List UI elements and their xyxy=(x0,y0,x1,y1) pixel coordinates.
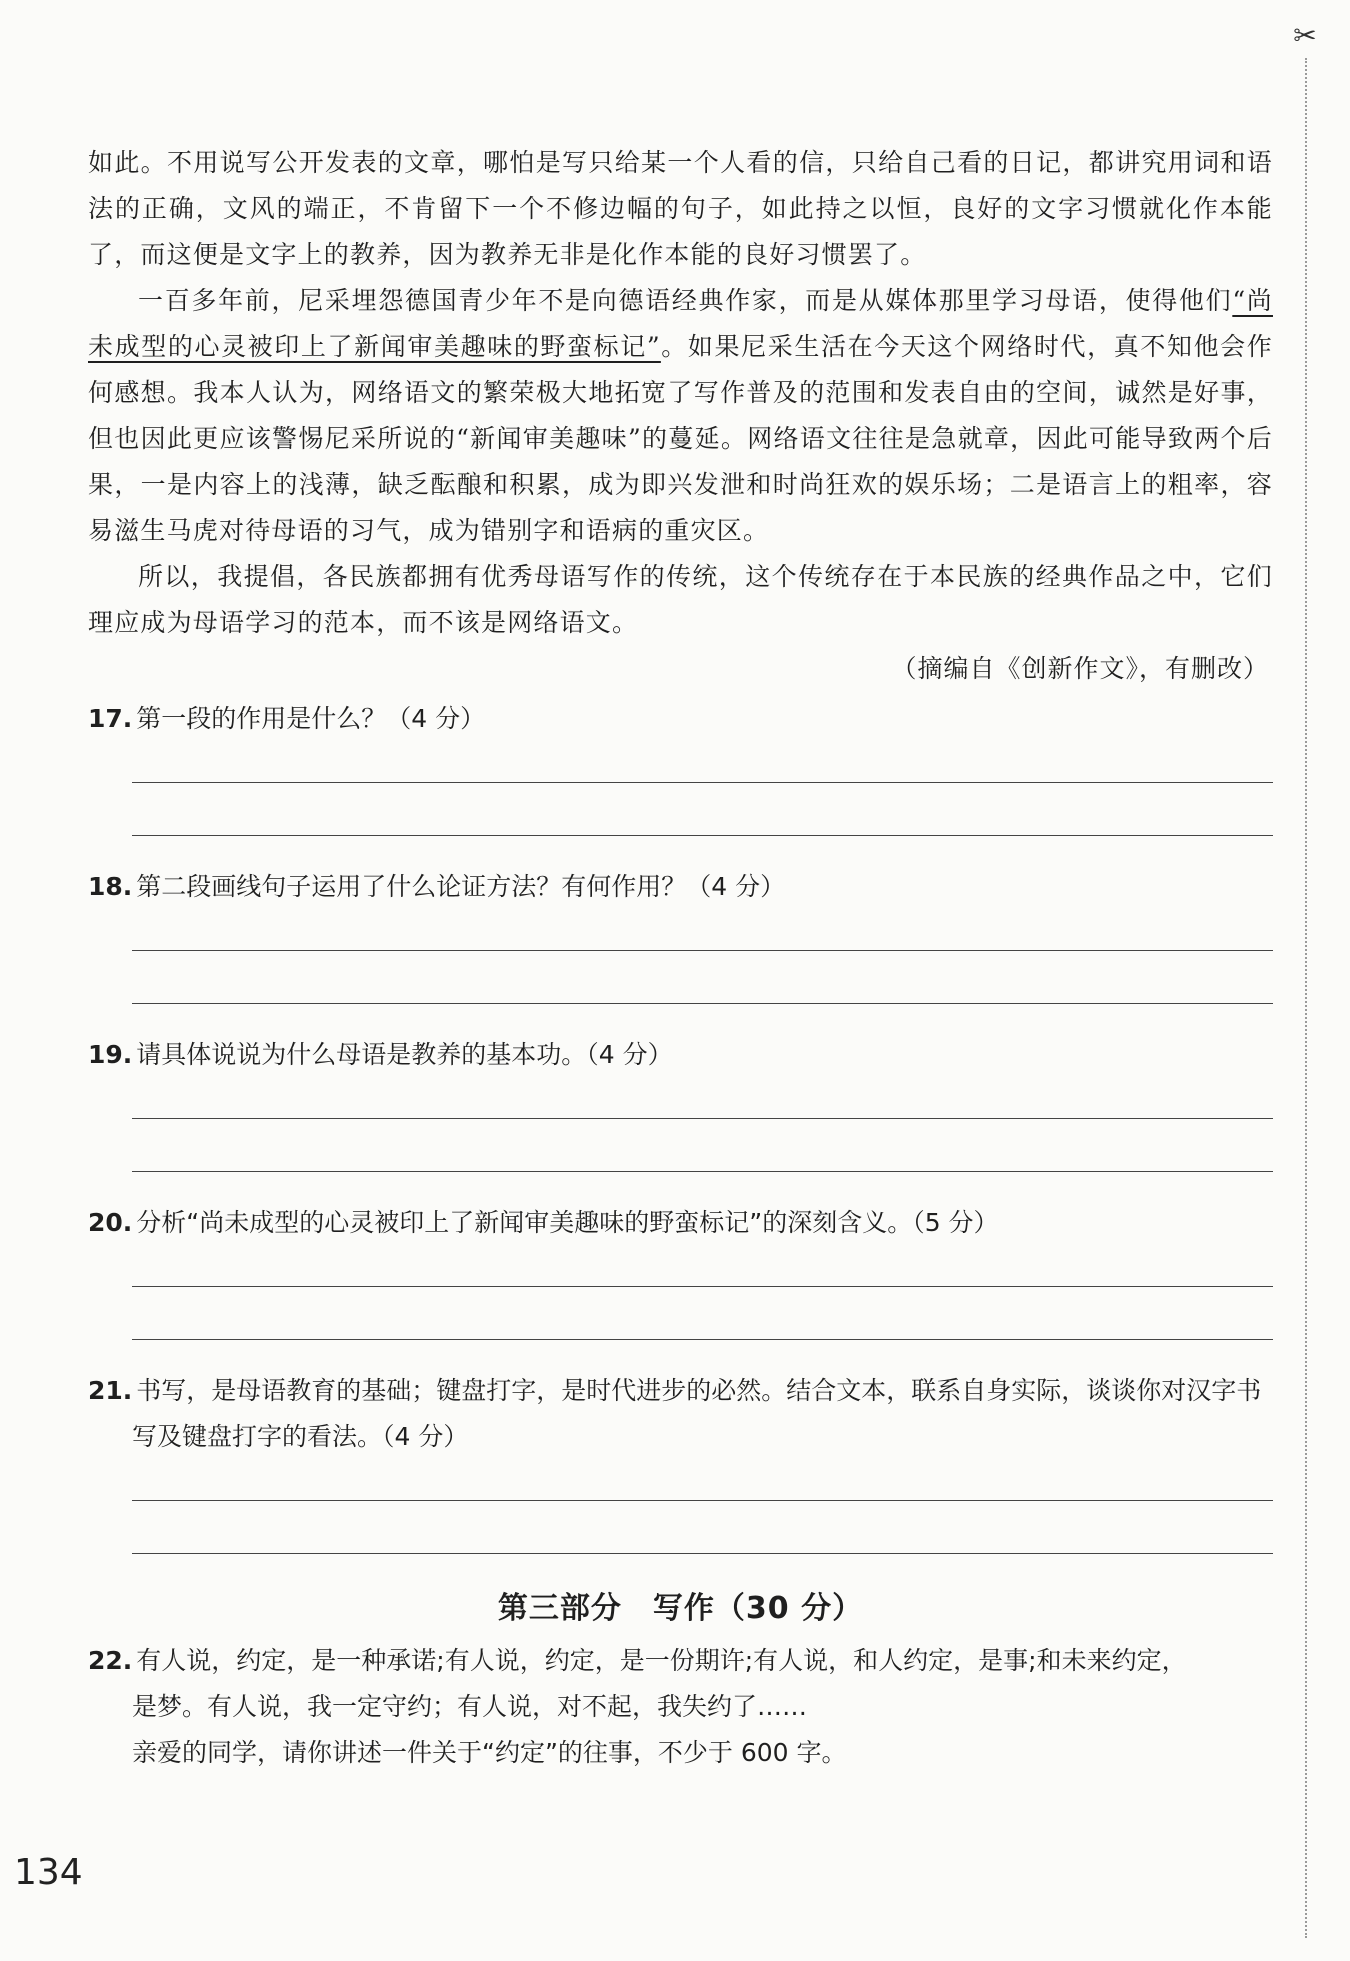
section-title: 第三部分 写作（30 分） xyxy=(497,1591,864,1626)
writing-prompt-line-2: 是梦。有人说，我一定守约；有人说，对不起，我失约了…… xyxy=(132,1692,808,1721)
answer-line[interactable] xyxy=(132,1118,1273,1119)
source-citation: （摘编自《创新作文》，有删改） xyxy=(891,654,1269,683)
question-17 xyxy=(88,696,1273,836)
question-text: 书写，是母语教育的基础；键盘打字，是时代进步的必然。结合文本，联系自身实际，谈谈你对汉字书写及键盘打字的看法。（4 分） xyxy=(132,1376,1262,1451)
question-text: 请具体说说为什么母语是教养的基本功。（4 分） xyxy=(136,1040,673,1069)
answer-line[interactable] xyxy=(132,950,1273,951)
scissors-icon: ✂ xyxy=(1293,19,1317,52)
p2-text-after: 。如果尼采生活在今天这个网络时代，真不知他会作何感想。我本人认为，网络语文的繁荣极大地拓宽了写作普及的范围和发表自由的空间，诚然是好事，但也因此更应该警惕尼采所说的“新闻审美趣味”的蔓延。网络语文往往是急就章，因此可能导致两个后果，一是内容上的浅薄，缺乏酝酿和积累，成为即兴发泄和时尚狂欢的娱乐场；二是语言上的粗率，容易滋生马虎对待母语的习气，成为错别字和语病的重灾区。 xyxy=(88,332,1273,545)
answer-line[interactable] xyxy=(132,782,1273,783)
passage-paragraph-3: 所以，我提倡，各民族都拥有优秀母语写作的传统，这个传统存在于本民族的经典作品之中，它们理应成为母语学习的范本，而不该是网络语文。 xyxy=(88,562,1273,637)
writing-prompt-line-1: 有人说，约定，是一种承诺;有人说，约定，是一份期许;有人说，和人约定，是事;和未来约定， xyxy=(136,1646,1187,1675)
p2-text-before: 一百多年前，尼采埋怨德国青少年不是向德语经典作家，而是从媒体那里学习母语，使得他们 xyxy=(138,286,1233,315)
writing-prompt-line-3: 亲爱的同学，请你讲述一件关于“约定”的往事，不少于 600 字。 xyxy=(132,1738,847,1767)
question-number: 17. xyxy=(88,704,133,733)
question-text: 第二段画线句子运用了什么论证方法？有何作用？（4 分） xyxy=(136,872,786,901)
question-20 xyxy=(88,1200,1273,1340)
underlined-sentence: “尚未成型的心灵被印上了新闻审美趣味的野蛮标记” xyxy=(88,286,1273,361)
page-number: 134 xyxy=(14,1852,83,1893)
question-number: 19. xyxy=(88,1040,133,1069)
question-number: 20. xyxy=(88,1208,133,1237)
page-content xyxy=(88,140,1273,1776)
answer-line[interactable] xyxy=(132,1500,1273,1501)
question-number: 21. xyxy=(88,1376,133,1405)
answer-line[interactable] xyxy=(132,1286,1273,1287)
question-19 xyxy=(88,1032,1273,1172)
answer-line[interactable] xyxy=(132,1553,1273,1554)
question-22 xyxy=(88,1638,1273,1776)
question-18 xyxy=(88,864,1273,1004)
question-text: 分析“尚未成型的心灵被印上了新闻审美趣味的野蛮标记”的深刻含义。（5 分） xyxy=(136,1208,999,1237)
cut-dotted-line xyxy=(1305,58,1307,1938)
passage-paragraph-1: 如此。不用说写公开发表的文章，哪怕是写只给某一个人看的信，只给自己看的日记，都讲究用词和语法的正确，文风的端正，不肯留下一个不修边幅的句子，如此持之以恒，良好的文字习惯就化作本能了，而这便是文字上的教养，因为教养无非是化作本能的良好习惯罢了。 xyxy=(88,148,1273,269)
question-text: 第一段的作用是什么？（4 分） xyxy=(136,704,486,733)
question-21 xyxy=(88,1368,1273,1554)
question-number: 22. xyxy=(88,1646,133,1675)
question-number: 18. xyxy=(88,872,133,901)
passage-paragraph-2 xyxy=(88,278,1273,554)
